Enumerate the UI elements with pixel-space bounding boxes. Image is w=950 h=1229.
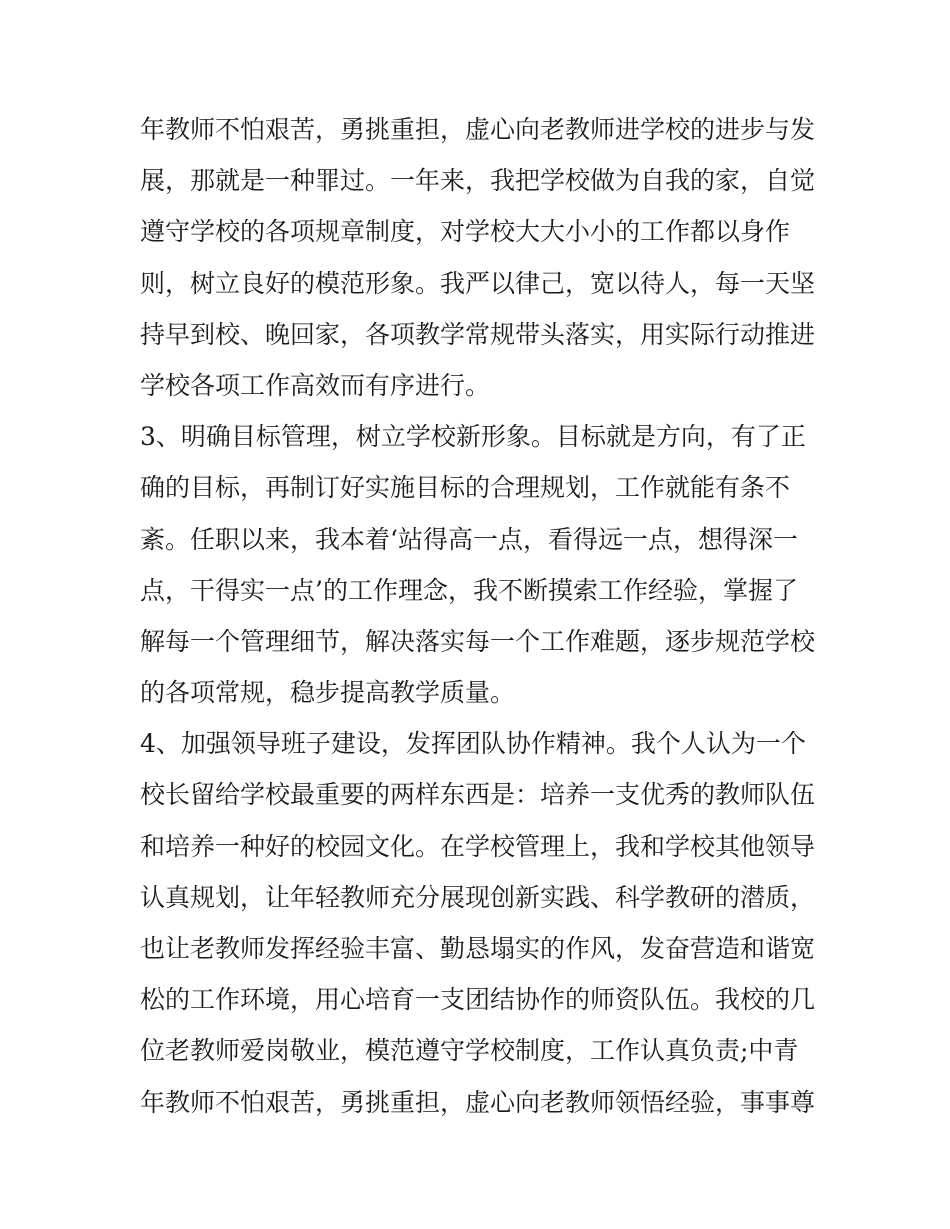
text-line: 的各项常规，稳步提高教学质量。 — [140, 678, 516, 708]
text-line: 校长留给学校最重要的两样东西是：培养一支优秀的教师队伍 — [140, 780, 816, 810]
text-line: 位老教师爱岗敬业，模范遵守学校制度，工作认真负责;中青 — [140, 1036, 799, 1066]
text-line: 松的工作环境，用心培育一支团结协作的师资队伍。我校的几 — [140, 985, 816, 1015]
text-line: 则，树立良好的模范形象。我严以律己，宽以待人，每一天坚 — [140, 268, 816, 298]
text-line: 展，那就是一种罪过。一年来，我把学校做为自我的家，自觉 — [140, 166, 816, 196]
text-line: 解每一个管理细节，解决落实每一个工作难题，逐步规范学校 — [140, 626, 816, 656]
text-line: 年教师不怕艰苦，勇挑重担，虚心向老教师进学校的进步与发 — [140, 115, 816, 144]
text-line: 持早到校、晚回家，各项教学常规带头落实，用实际行动推进 — [140, 319, 816, 349]
text-line: 点，干得实一点’的工作理念，我不断摸索工作经验，掌握了 — [140, 575, 798, 605]
text-line: 学校各项工作高效而有序进行。 — [140, 370, 491, 400]
text-line: 年教师不怕艰苦，勇挑重担，虚心向老教师领悟经验，事事尊 — [140, 1087, 816, 1117]
text-line: 4、加强领导班子建设，发挥团队协作精神。我个人认为一个 — [140, 729, 806, 759]
text-line: 紊。任职以来，我本着‘站得高一点，看得远一点，想得深一 — [140, 524, 798, 554]
text-line: 认真规划，让年轻教师充分展现创新实践、科学教研的潜质， — [140, 882, 816, 912]
text-line: 和培养一种好的校园文化。在学校管理上，我和学校其他领导 — [140, 831, 816, 861]
body-text — [140, 104, 820, 1128]
text-line: 也让老教师发挥经验丰富、勤恳塌实的作风，发奋营造和谐宽 — [140, 934, 816, 963]
text-line: 遵守学校的各项规章制度，对学校大大小小的工作都以身作 — [140, 217, 791, 247]
text-line: 3、明确目标管理，树立学校新形象。目标就是方向，有了正 — [140, 422, 806, 452]
text-line: 确的目标，再制订好实施目标的合理规划，工作就能有条不 — [140, 473, 791, 503]
